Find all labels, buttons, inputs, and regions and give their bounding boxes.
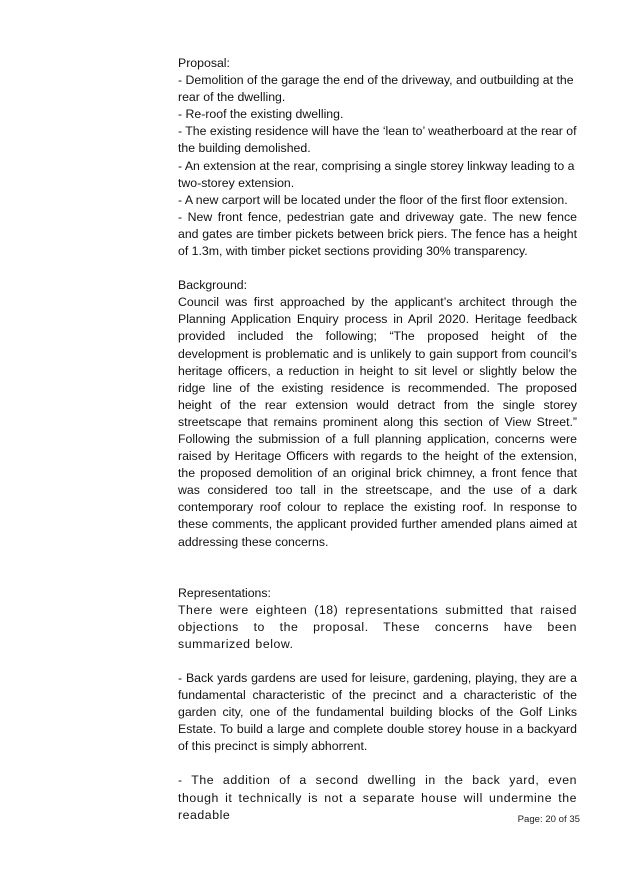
proposal-item: - Re-roof the existing dwelling. — [178, 107, 344, 122]
spacer — [178, 260, 577, 277]
proposal-item: - The existing residence will have the ‘lean to’ weatherboard at the rear of the building demolished. — [178, 124, 577, 156]
background-heading: Background: — [178, 278, 248, 293]
representation-point: - The addition of a second dwelling in the back yard, even though it technically is not a separate house will undermine the readable — [178, 773, 577, 822]
representations-intro: There were eighteen (18) representations submitted that raised objections to the proposal. These concerns have been summarized below. — [178, 602, 577, 651]
proposal-item: - A new carport will be located under the floor of the first floor extension. — [178, 192, 568, 207]
representations-section — [178, 585, 577, 824]
proposal-section — [178, 55, 577, 260]
spacer — [178, 755, 577, 772]
background-paragraph: Council was first approached by the applicant’s architect through the Planning Application Enquiry process in April 2020. Heritage feedback provided included the following; “The proposed height of the development is problematic and is unlikely to gain support from council’s heritage officers, a reduction in height to sit level or slightly below the ridge line of the existing residence is recommended. The proposed height of the rear extension would detract from the single storey streetscape that remains prominent along this section of View Street.” Following the submission of a full planning application, concerns were raised by Heritage Officers with regards to the height of the extension, the proposed demolition of an original brick chimney, a front fence that was considered too tall in the streetscape, and the use of a dark contemporary roof colour to replace the existing roof. In response to these comments, the applicant provided further amended plans aimed at addressing these concerns. — [178, 295, 577, 549]
spacer — [178, 653, 577, 670]
page-number: Page: 20 of 35 — [517, 814, 580, 825]
spacer — [178, 551, 577, 585]
proposal-item: - An extension at the rear, comprising a single storey linkway leading to a two-storey extension. — [178, 158, 575, 190]
proposal-item: - New front fence, pedestrian gate and driveway gate. The new fence and gates are timber pickets between brick piers. The fence has a height of 1.3m, with timber picket sections providing 30% transparency. — [178, 209, 577, 259]
document-body — [178, 55, 577, 824]
representations-heading: Representations: — [178, 585, 271, 600]
representation-point: - Back yards gardens are used for leisure, gardening, playing, they are a fundamental characteristic of the precinct and a characteristic of the garden city, one of the fundamental building blocks of the Golf Links Estate. To build a large and complete double storey house in a backyard of this precinct is simply abhorrent. — [178, 671, 577, 754]
background-section — [178, 277, 577, 551]
proposal-item: - Demolition of the garage the end of the driveway, and outbuilding at the rear of the dwelling. — [178, 73, 574, 105]
proposal-heading: Proposal: — [178, 56, 230, 70]
